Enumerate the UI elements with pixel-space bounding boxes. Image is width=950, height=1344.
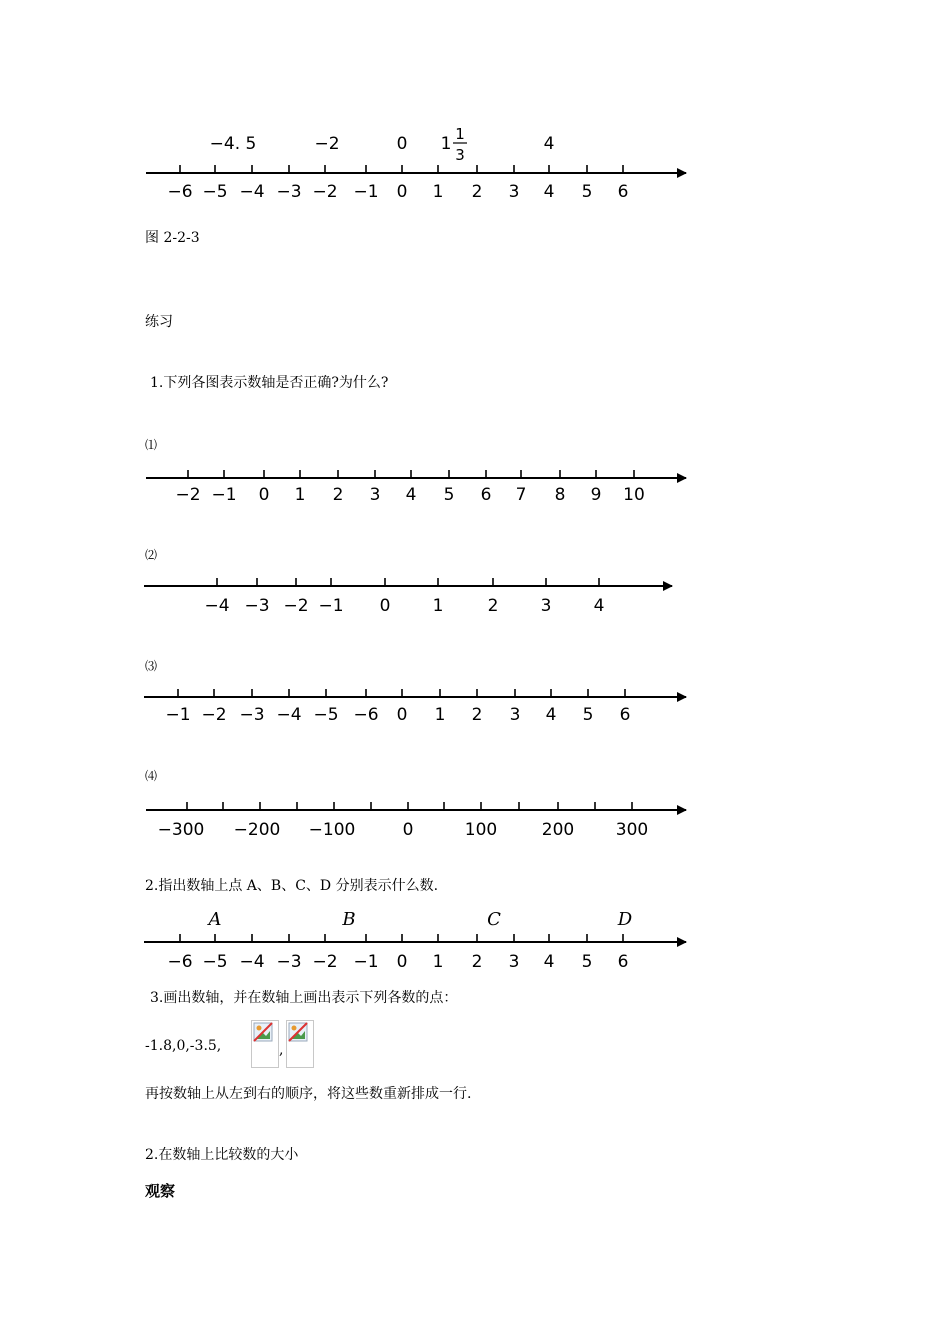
point-label-d: D [617,909,633,930]
tick-label: 3 [369,485,381,505]
mixed-fraction-numerator: 1 [455,125,465,143]
tick-label: −2 [312,952,338,972]
figure-tag-2: ⑵ [145,548,158,562]
tick-label: 6 [480,485,492,505]
tick-label: −3 [276,182,302,202]
question-2: 2.指出数轴上点 A、B、C、D 分别表示什么数. [145,878,439,894]
tick-label: 1 [294,485,306,505]
tick-label: 100 [464,820,498,840]
label-above: 0 [396,134,408,154]
tick-label: −6 [167,952,193,972]
figure-tag-1: ⑴ [145,438,158,452]
tick-label: −1 [318,596,344,616]
tick-label: −1 [165,705,191,725]
question-3-numbers: -1.8,0,-3.5, [145,1038,222,1054]
tick-label: 6 [617,182,629,202]
number-line-3 [144,689,686,725]
tick-label: 0 [258,485,270,505]
number-line-1 [146,470,686,505]
tick-label: 0 [396,952,408,972]
tick-label: 2 [471,182,483,202]
tick-label: 2 [332,485,344,505]
tick-label: 10 [623,485,645,505]
point-label-b: B [342,909,356,930]
tick-label: −4 [239,182,265,202]
tick-label: 2 [471,952,483,972]
tick-label: −6 [167,182,193,202]
tick-label: 7 [515,485,527,505]
number-line-4 [146,802,686,840]
label-above: −4. 5 [209,134,257,154]
tick-label: −2 [175,485,201,505]
tick-label: 2 [471,705,483,725]
broken-image-icon [286,1020,314,1068]
question-3: 3.画出数轴，并在数轴上画出表示下列各数的点： [150,990,458,1006]
tick-label: −4 [276,705,302,725]
tick-label: 4 [543,952,555,972]
tick-label: 200 [541,820,575,840]
tick-label: 5 [581,182,593,202]
tick-label: 3 [508,182,520,202]
tick-label: 6 [619,705,631,725]
tick-label: 3 [509,705,521,725]
tick-label: 9 [590,485,602,505]
tick-label: 5 [443,485,455,505]
tick-label: 5 [582,705,594,725]
tick-label: 4 [405,485,417,505]
figure-tag-3: ⑶ [145,659,158,673]
tick-label: −200 [233,820,281,840]
figure-tag-4: ⑷ [145,769,158,783]
question-3-separator: , [279,1042,284,1058]
tick-label: 4 [543,182,555,202]
tick-label: −2 [312,182,338,202]
section-heading: 2.在数轴上比较数的大小 [145,1147,299,1163]
tick-label: 0 [379,596,391,616]
number-line-5 [144,909,686,972]
tick-label: 5 [581,952,593,972]
tick-label: −3 [276,952,302,972]
tick-label: 6 [617,952,629,972]
point-label-a: A [208,909,222,930]
observe-heading: 观察 [145,1182,176,1200]
tick-label: −5 [202,952,228,972]
label-above: 4 [543,134,555,154]
tick-label: 4 [593,596,605,616]
mixed-fraction-denominator: 3 [455,146,465,164]
question-1: 1.下列各图表示数轴是否正确?为什么? [150,375,389,391]
tick-label: −3 [239,705,265,725]
tick-label: 3 [508,952,520,972]
tick-label: −2 [283,596,309,616]
tick-label: 4 [545,705,557,725]
tick-label: −1 [353,952,379,972]
tick-label: 0 [396,182,408,202]
tick-label: 2 [487,596,499,616]
tick-label: −4 [204,596,230,616]
tick-label: 1 [434,705,446,725]
tick-label: 0 [402,820,414,840]
tick-label: −1 [211,485,237,505]
question-3-instruction: 再按数轴上从左到右的顺序，将这些数重新排成一行. [145,1086,472,1102]
tick-label: 8 [554,485,566,505]
tick-label: −300 [157,820,205,840]
tick-label: −4 [239,952,265,972]
tick-label: 300 [615,820,649,840]
tick-label: −5 [313,705,339,725]
tick-label: −6 [353,705,379,725]
tick-label: −1 [353,182,379,202]
tick-label: 3 [540,596,552,616]
tick-label: 1 [432,952,444,972]
tick-label: 0 [396,705,408,725]
tick-label: −100 [308,820,356,840]
label-above: −2 [314,134,340,154]
mixed-fraction-whole: 1 [440,134,452,154]
practice-heading: 练习 [145,314,173,330]
point-label-c: C [487,909,501,930]
number-line-2 [144,578,672,616]
figure-caption: 图 2-2-3 [145,230,200,246]
tick-label: −2 [201,705,227,725]
tick-label: −3 [244,596,270,616]
tick-label: 1 [432,182,444,202]
tick-label: −5 [202,182,228,202]
tick-label: 1 [432,596,444,616]
number-line-top [146,125,686,202]
broken-image-icon [251,1020,279,1068]
